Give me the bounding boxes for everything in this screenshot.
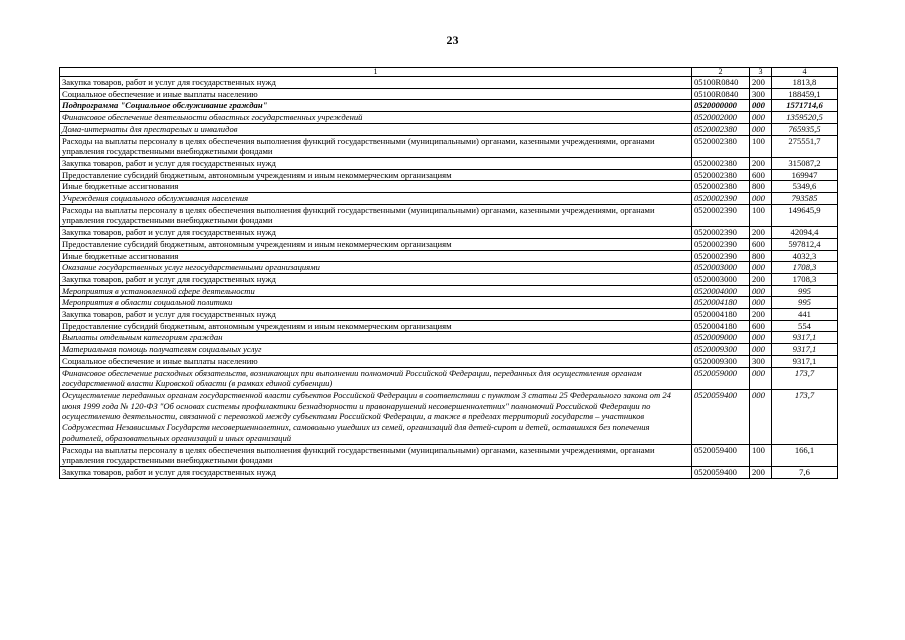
cell-code: 0520002380 <box>692 135 750 157</box>
cell-name: Расходы на выплаты персоналу в целях обеспечения выполнения функций государственными (муниципальными) органами, казенными учреждениями, органами управления государственными внебюджетными фондами <box>60 135 692 157</box>
header-type: 3 <box>750 68 772 77</box>
table-row <box>60 285 838 297</box>
cell-type: 600 <box>750 320 772 332</box>
table-row <box>60 309 838 321</box>
table-row <box>60 332 838 344</box>
cell-code: 0520002380 <box>692 169 750 181</box>
cell-type: 100 <box>750 135 772 157</box>
cell-code: 0520002390 <box>692 238 750 250</box>
cell-code: 0520003000 <box>692 262 750 274</box>
cell-type: 000 <box>750 344 772 356</box>
cell-sum: 765935,5 <box>772 123 838 135</box>
cell-sum: 5349,6 <box>772 181 838 193</box>
cell-sum: 1708,3 <box>772 262 838 274</box>
cell-sum: 1571714,6 <box>772 100 838 112</box>
cell-type: 000 <box>750 112 772 124</box>
cell-sum: 7,6 <box>772 466 838 478</box>
cell-name: Материальная помощь получателям социальных услуг <box>60 344 692 356</box>
cell-type: 000 <box>750 389 772 444</box>
cell-type: 600 <box>750 169 772 181</box>
cell-name: Закупка товаров, работ и услуг для государственных нужд <box>60 227 692 239</box>
cell-code: 0520059400 <box>692 466 750 478</box>
cell-sum: 315087,2 <box>772 157 838 169</box>
cell-name: Финансовое обеспечение деятельности областных государственных учреждений <box>60 112 692 124</box>
cell-code: 0520002390 <box>692 250 750 262</box>
cell-type: 000 <box>750 262 772 274</box>
cell-name: Предоставление субсидий бюджетным, автономным учреждениям и иным некоммерческим организациям <box>60 238 692 250</box>
cell-name: Расходы на выплаты персоналу в целях обеспечения выполнения функций государственными (муниципальными) органами, казенными учреждениями, органами управления государственными внебюджетными фондами <box>60 204 692 226</box>
table-row <box>60 320 838 332</box>
table-row <box>60 389 838 444</box>
cell-code: 0520009300 <box>692 355 750 367</box>
cell-code: 0520004180 <box>692 320 750 332</box>
cell-name: Закупка товаров, работ и услуг для государственных нужд <box>60 157 692 169</box>
cell-code: 0520002000 <box>692 112 750 124</box>
cell-type: 000 <box>750 297 772 309</box>
table-row <box>60 193 838 205</box>
cell-sum: 793585 <box>772 193 838 205</box>
page-number: 23 <box>446 33 459 47</box>
cell-sum: 166,1 <box>772 444 838 466</box>
cell-type: 800 <box>750 250 772 262</box>
cell-name: Социальное обеспечение и иные выплаты населению <box>60 355 692 367</box>
table-row <box>60 250 838 262</box>
cell-name: Расходы на выплаты персоналу в целях обеспечения выполнения функций государственными (муниципальными) органами, казенными учреждениями, органами управления государственными внебюджетными фондами <box>60 444 692 466</box>
table-row <box>60 123 838 135</box>
cell-type: 100 <box>750 444 772 466</box>
cell-code: 0520004000 <box>692 285 750 297</box>
cell-sum: 995 <box>772 285 838 297</box>
cell-sum: 441 <box>772 309 838 321</box>
cell-name: Оказание государственных услуг негосударственными организациями <box>60 262 692 274</box>
cell-code: 05100R0840 <box>692 77 750 89</box>
cell-name: Закупка товаров, работ и услуг для государственных нужд <box>60 273 692 285</box>
cell-code: 0520009300 <box>692 344 750 356</box>
cell-type: 000 <box>750 332 772 344</box>
cell-type: 200 <box>750 157 772 169</box>
cell-name: Подпрограмма "Социальное обслуживание граждан" <box>60 100 692 112</box>
table-row <box>60 135 838 157</box>
cell-sum: 188459,1 <box>772 88 838 100</box>
cell-name: Социальное обеспечение и иные выплаты населению <box>60 88 692 100</box>
table-row <box>60 355 838 367</box>
cell-sum: 275551,7 <box>772 135 838 157</box>
table-row <box>60 204 838 226</box>
cell-name: Дома-интернаты для престарелых и инвалидов <box>60 123 692 135</box>
cell-type: 300 <box>750 355 772 367</box>
cell-code: 0520002380 <box>692 181 750 193</box>
table-header-row <box>60 68 838 77</box>
cell-name: Мероприятия в области социальной политики <box>60 297 692 309</box>
table-row <box>60 181 838 193</box>
cell-sum: 995 <box>772 297 838 309</box>
cell-code: 0520004180 <box>692 297 750 309</box>
header-name: 1 <box>60 68 692 77</box>
cell-sum: 9317,1 <box>772 332 838 344</box>
cell-sum: 554 <box>772 320 838 332</box>
cell-code: 0520002390 <box>692 193 750 205</box>
cell-name: Предоставление субсидий бюджетным, автономным учреждениям и иным некоммерческим организациям <box>60 320 692 332</box>
cell-type: 200 <box>750 227 772 239</box>
cell-type: 300 <box>750 88 772 100</box>
table-row <box>60 238 838 250</box>
cell-sum: 1813,8 <box>772 77 838 89</box>
cell-sum: 1359520,5 <box>772 112 838 124</box>
cell-code: 0520059400 <box>692 389 750 444</box>
cell-type: 000 <box>750 367 772 389</box>
cell-name: Мероприятия в установленной сфере деятельности <box>60 285 692 297</box>
cell-name: Иные бюджетные ассигнования <box>60 181 692 193</box>
cell-type: 000 <box>750 123 772 135</box>
cell-code: 0520002390 <box>692 227 750 239</box>
table-row <box>60 297 838 309</box>
cell-sum: 149645,9 <box>772 204 838 226</box>
table-row <box>60 444 838 466</box>
table-row <box>60 273 838 285</box>
table-row <box>60 262 838 274</box>
table-row <box>60 344 838 356</box>
cell-sum: 42094,4 <box>772 227 838 239</box>
cell-sum: 1708,3 <box>772 273 838 285</box>
table-row <box>60 88 838 100</box>
cell-sum: 9317,1 <box>772 355 838 367</box>
budget-table <box>59 67 838 479</box>
cell-sum: 4032,3 <box>772 250 838 262</box>
cell-name: Предоставление субсидий бюджетным, автономным учреждениям и иным некоммерческим организациям <box>60 169 692 181</box>
cell-code: 0520059000 <box>692 367 750 389</box>
table-row <box>60 466 838 478</box>
cell-sum: 597812,4 <box>772 238 838 250</box>
cell-type: 600 <box>750 238 772 250</box>
cell-sum: 169947 <box>772 169 838 181</box>
cell-name: Финансовое обеспечение расходных обязательств, возникающих при выполнении полномочий Российской Федерации, переданных для осуществления органам государственной власти Кировской области (в рамках единой субвенции) <box>60 367 692 389</box>
cell-type: 000 <box>750 193 772 205</box>
cell-sum: 9317,1 <box>772 344 838 356</box>
cell-name: Выплаты отдельным категориям граждан <box>60 332 692 344</box>
table-row <box>60 157 838 169</box>
cell-type: 200 <box>750 309 772 321</box>
cell-code: 0520004180 <box>692 309 750 321</box>
table-row <box>60 112 838 124</box>
cell-code: 0520002380 <box>692 123 750 135</box>
cell-name: Закупка товаров, работ и услуг для государственных нужд <box>60 309 692 321</box>
cell-code: 0520003000 <box>692 273 750 285</box>
cell-code: 0520000000 <box>692 100 750 112</box>
cell-code: 0520009000 <box>692 332 750 344</box>
cell-code: 0520002380 <box>692 157 750 169</box>
cell-name: Осуществление переданных органам государственной власти субъектов Российской Федерации в соответствии с пунктом 3 статьи 25 Федерального закона от 24 июня 1999 года № 120-ФЗ "Об основах системы профилактики безнадзорности и правонарушений несовершеннолетних" полномочий Российской Федерации по осуществлению деятельности, связанной с перевозкой между субъектами Российской Федерации, а также в пределах территорий государств – участников Содружества Независимых Государств несовершеннолетних, самовольно ушедших из семей, организаций для детей-сирот и детей, оставшихся без попечения родителей, образовательных организаций и иных организаций <box>60 389 692 444</box>
cell-code: 0520059400 <box>692 444 750 466</box>
cell-type: 200 <box>750 466 772 478</box>
cell-name: Учреждения социального обслуживания населения <box>60 193 692 205</box>
table-row <box>60 227 838 239</box>
header-sum: 4 <box>772 68 838 77</box>
table-row <box>60 100 838 112</box>
cell-sum: 173,7 <box>772 367 838 389</box>
cell-name: Иные бюджетные ассигнования <box>60 250 692 262</box>
cell-type: 000 <box>750 100 772 112</box>
cell-type: 800 <box>750 181 772 193</box>
cell-sum: 173,7 <box>772 389 838 444</box>
cell-type: 000 <box>750 285 772 297</box>
table-row <box>60 367 838 389</box>
cell-type: 100 <box>750 204 772 226</box>
cell-code: 05100R0840 <box>692 88 750 100</box>
table-row <box>60 169 838 181</box>
header-code: 2 <box>692 68 750 77</box>
cell-name: Закупка товаров, работ и услуг для государственных нужд <box>60 466 692 478</box>
table-row <box>60 77 838 89</box>
cell-type: 200 <box>750 273 772 285</box>
cell-code: 0520002390 <box>692 204 750 226</box>
cell-type: 200 <box>750 77 772 89</box>
cell-name: Закупка товаров, работ и услуг для государственных нужд <box>60 77 692 89</box>
